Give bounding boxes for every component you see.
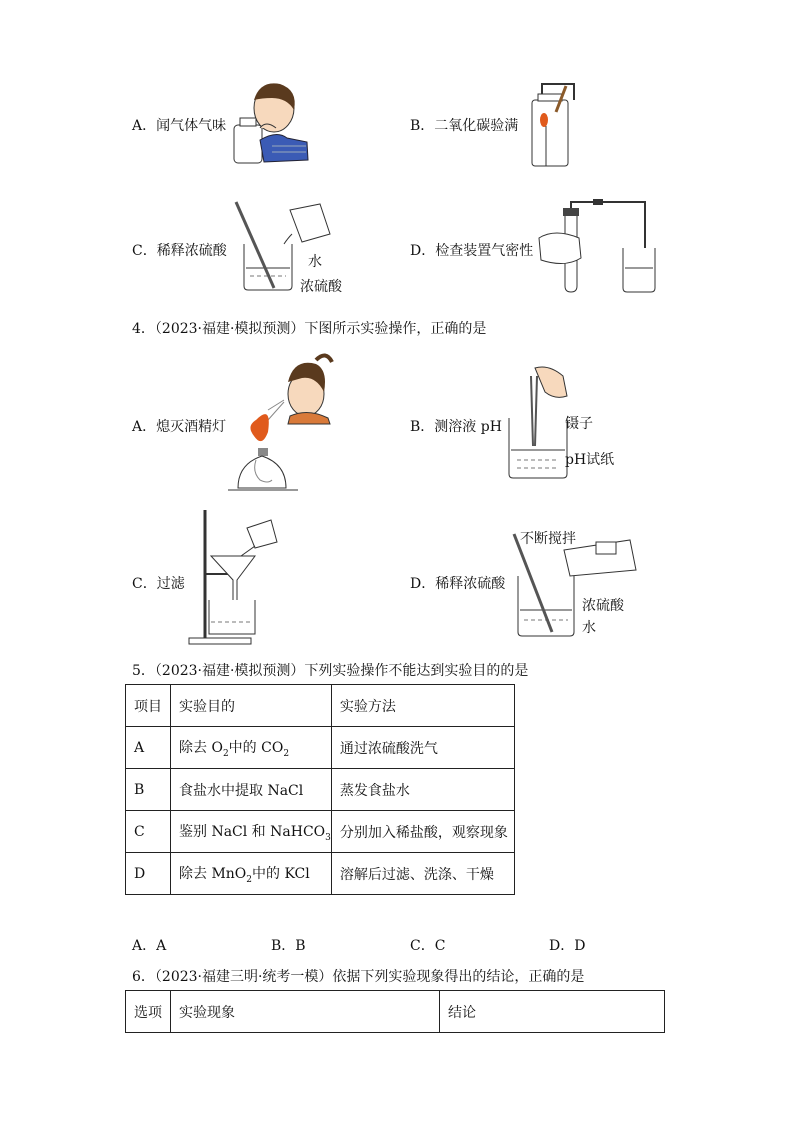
- q6-header-option: 选项: [126, 991, 171, 1033]
- table-row: [126, 769, 515, 811]
- extinguish-alcohol-lamp-illustration: [228, 352, 338, 492]
- q5-header-method: 实验方法: [331, 685, 514, 727]
- q4-label-ph-paper: pH试纸: [565, 452, 615, 468]
- q6-table: [125, 990, 665, 1033]
- q4-option-d: D．稀释浓硫酸: [410, 576, 506, 592]
- boy-smelling-gas-illustration: [232, 80, 312, 165]
- q5-row-method: 通过浓硫酸洗气: [331, 727, 514, 769]
- q3-option-d: D．检查装置气密性: [410, 243, 534, 259]
- q5-row-item: D: [126, 853, 171, 895]
- q4-label-stir: 不断搅拌: [520, 531, 576, 547]
- q6-header-phenomenon: 实验现象: [171, 991, 440, 1033]
- q6-stem: 6．（2023·福建三明·统考一模）依据下列实验现象得出的结论，正确的是: [132, 969, 585, 985]
- q5-answer-d: D．D: [549, 938, 586, 954]
- table-row: [126, 853, 515, 895]
- q5-answer-b: B．B: [271, 938, 306, 954]
- q5-row-item: B: [126, 769, 171, 811]
- q5-row-method: 溶解后过滤、洗涤、干燥: [331, 853, 514, 895]
- q6-table-header: [126, 991, 665, 1033]
- q5-row-purpose: 除去 MnO$_2$中的 KCl: [171, 853, 332, 895]
- q4-option-b: B．测溶液 pH: [410, 419, 502, 435]
- q3-option-c: C．稀释浓硫酸: [132, 243, 227, 259]
- co2-test-full-illustration: [528, 80, 578, 170]
- q3-label-water: 水: [308, 254, 322, 270]
- q5-row-method: 分别加入稀盐酸，观察现象: [331, 811, 514, 853]
- q5-row-item: A: [126, 727, 171, 769]
- q5-row-purpose: 除去 $O_2$中的 $CO_2$: [171, 727, 332, 769]
- q5-header-item: 项目: [126, 685, 171, 727]
- q3-option-b: B．二氧化碳验满: [410, 118, 519, 134]
- q5-table-header: [126, 685, 515, 727]
- q5-row-item: C: [126, 811, 171, 853]
- q3-option-a: A．闻气体气味: [132, 118, 227, 134]
- q4-label-water: 水: [582, 620, 596, 636]
- airtightness-check-illustration: [535, 198, 660, 295]
- q5-row-purpose: 食盐水中提取 NaCl: [171, 769, 332, 811]
- q4-stem: 4．（2023·福建·模拟预测）下图所示实验操作，正确的是: [132, 321, 487, 337]
- q5-row-method: 蒸发食盐水: [331, 769, 514, 811]
- table-row: [126, 811, 515, 853]
- q3-label-acid: 浓硫酸: [300, 279, 342, 295]
- q5-stem: 5．（2023·福建·模拟预测）下列实验操作不能达到实验目的的是: [132, 663, 529, 679]
- q5-header-purpose: 实验目的: [171, 685, 332, 727]
- q5-row-purpose: 鉴别 NaCl 和 NaHCO$_3$: [171, 811, 332, 853]
- q5-answer-a: A．A: [132, 938, 167, 954]
- filtration-illustration: [185, 510, 280, 645]
- q5-table: [125, 684, 515, 895]
- q4-option-c: C．过滤: [132, 576, 185, 592]
- q5-answer-c: C．C: [410, 938, 446, 954]
- q4-label-acid: 浓硫酸: [582, 598, 624, 614]
- table-row: [126, 727, 515, 769]
- q4-option-a: A．熄灭酒精灯: [132, 419, 227, 435]
- q6-header-conclusion: 结论: [440, 991, 665, 1033]
- q4-label-tweezers: 镊子: [565, 416, 593, 432]
